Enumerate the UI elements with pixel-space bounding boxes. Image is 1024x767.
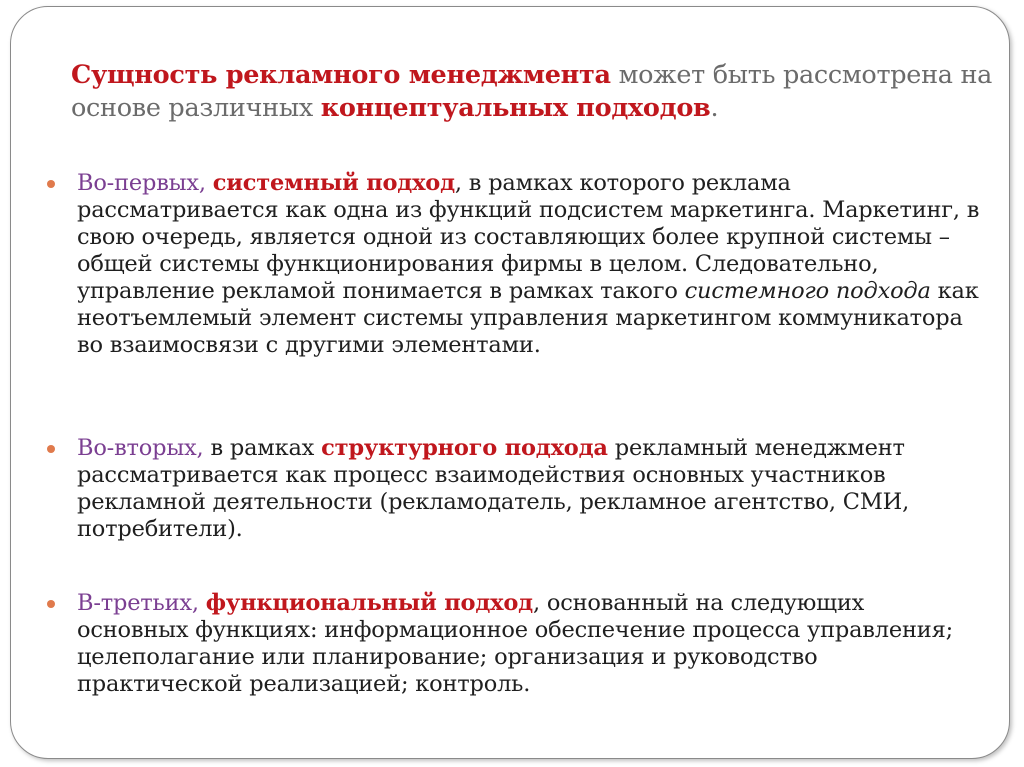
item-key-term: функциональный подход — [205, 590, 533, 616]
item-text-part: , в рамках которого реклама рассматривается как одна из функций подсистем маркетинга. Маркетинг, в свою очередь, является одной из составляющих более крупной системы – общей системы функционирования фирмы в целом. Следовательно, управление рекламой понимается в рамках такого — [77, 170, 980, 304]
item-lead: Во-первых, — [77, 170, 213, 196]
item-key-term: структурного подхода — [321, 435, 608, 461]
heading-key-term: Сущность рекламного менеджмента — [71, 60, 611, 90]
item-lead: Во-вторых, — [77, 435, 211, 461]
bullet-dot-icon — [47, 600, 55, 608]
item-italic-term: системного подхода — [684, 278, 931, 304]
item-text-part: , основанный на следующих основных функциях: информационное обеспечение процесса управления; целеполагание или планирование; организация и руководство практической реализацией; контроль. — [77, 590, 953, 697]
item-text-part: рекламный менеджмент рассматривается как процесс взаимодействия основных участников рекламной деятельности (рекламодатель, рекламное агентство, СМИ, потребители). — [77, 435, 910, 542]
list-item-text — [77, 435, 982, 543]
list-item-text — [77, 590, 982, 698]
slide-frame — [10, 6, 1010, 759]
item-text-part: в рамках — [210, 435, 322, 461]
item-key-term: системный подход — [212, 170, 455, 196]
heading-key-term-2: концептуальных подходов — [320, 93, 711, 123]
item-text-part: как неотъемлемый элемент системы управления маркетингом коммуникатора во взаимосвязи с другими элементами. — [77, 278, 979, 358]
heading-period: . — [710, 93, 719, 123]
list-item-text — [77, 170, 982, 359]
bullet-dot-icon — [47, 180, 55, 188]
item-lead: В-третьих, — [77, 590, 206, 616]
slide-heading — [71, 59, 1001, 125]
heading-text: может быть рассмотрена на основе различных — [71, 60, 993, 123]
bullet-dot-icon — [47, 445, 55, 453]
